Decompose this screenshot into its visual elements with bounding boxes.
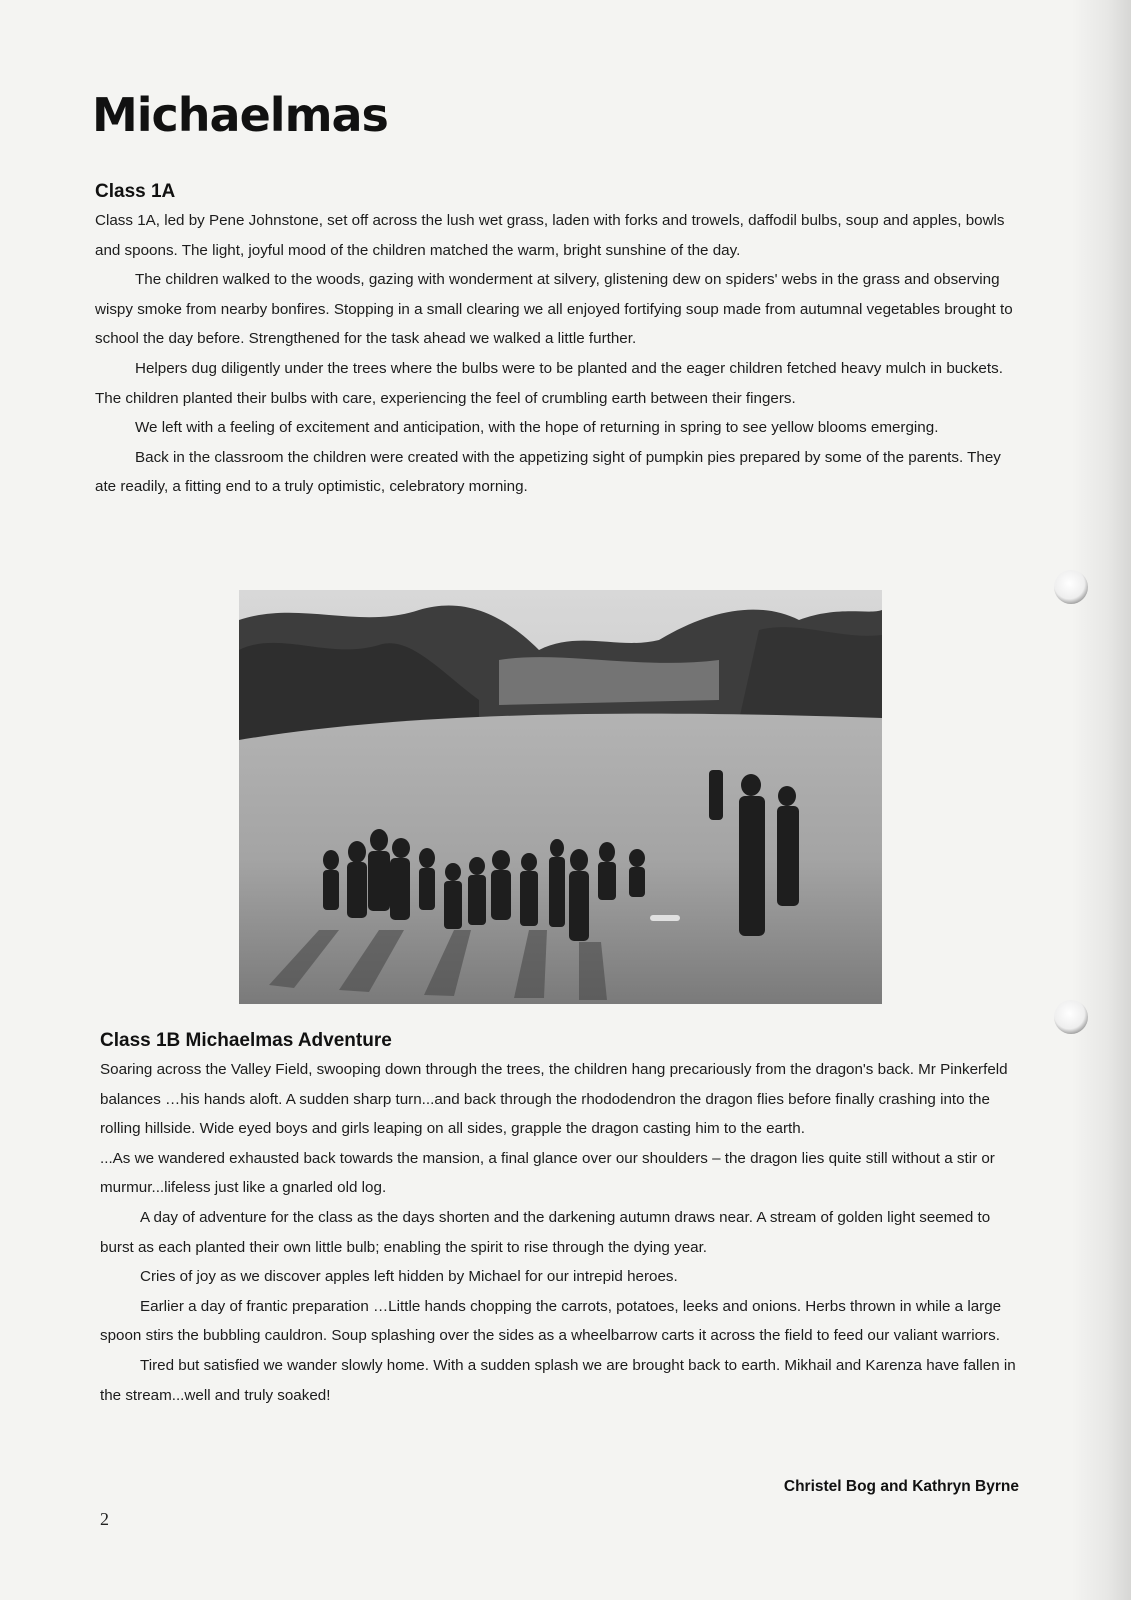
section-heading-class-1a: Class 1A bbox=[95, 181, 176, 202]
page-edge-shadow bbox=[1071, 0, 1131, 1600]
paragraph: ...As we wandered exhausted back towards the mansion, a final glance over our shoulders – the dragon lies quite still without a stir or murmur...lifeless just like a gnarled old log. bbox=[100, 1149, 995, 1197]
paragraph: Earlier a day of frantic preparation …Little hands chopping the carrots, potatoes, leeks and onions. Herbs thrown in while a large spoon stirs the bubbling cauldron. Soup splashing over the sides as a wheelbarrow carts it across the field to feed our valiant warriors. bbox=[100, 1297, 1002, 1345]
section-heading-class-1b: Class 1B Michaelmas Adventure bbox=[100, 1030, 392, 1051]
children-in-field-photo bbox=[239, 590, 882, 1004]
page-number: 2 bbox=[100, 1509, 109, 1529]
class-1a-body bbox=[95, 206, 1015, 502]
paragraph: Cries of joy as we discover apples left hidden by Michael for our intrepid heroes. bbox=[140, 1268, 678, 1286]
punch-hole-top bbox=[1054, 570, 1088, 604]
author-credit: Christel Bog and Kathryn Byrne bbox=[783, 1478, 1019, 1495]
paragraph: We left with a feeling of excitement and anticipation, with the hope of returning in spring to see yellow blooms emerging. bbox=[135, 419, 939, 437]
class-1b-body bbox=[100, 1055, 1023, 1410]
paragraph: A day of adventure for the class as the days shorten and the darkening autumn draws near. A stream of golden light seemed to burst as each planted their own little bulb; enabling the spirit to rise through the dying year. bbox=[100, 1208, 991, 1256]
paragraph: Tired but satisfied we wander slowly home. With a sudden splash we are brought back to earth. Mikhail and Karenza have fallen in the stream...well and truly soaked! bbox=[100, 1356, 1016, 1404]
punch-hole-bottom bbox=[1054, 1000, 1088, 1034]
paragraph: Helpers dug diligently under the trees where the bulbs were to be planted and the eager children fetched heavy mulch in buckets. The children planted their bulbs with care, experiencing the feel of crumbling earth between their fingers. bbox=[95, 359, 1003, 407]
paragraph: Back in the classroom the children were created with the appetizing sight of pumpkin pies prepared by some of the parents. They ate readily, a fitting end to a truly optimistic, celebratory morning. bbox=[95, 448, 1001, 496]
paragraph: The children walked to the woods, gazing with wonderment at silvery, glistening dew on spiders' webs in the grass and observing wispy smoke from nearby bonfires. Stopping in a small clearing we all enjoyed fortifying soup made from autumnal vegetables brought to school the day before. Strengthened for the task ahead we walked a little further. bbox=[95, 271, 1013, 348]
paragraph: Class 1A, led by Pene Johnstone, set off across the lush wet grass, laden with forks and trowels, daffodil bulbs, soup and apples, bowls and spoons. The light, joyful mood of the children matched the warm, bright sunshine of the day. bbox=[95, 212, 1005, 259]
paragraph: Soaring across the Valley Field, swooping down through the trees, the children hang precariously from the dragon's back. Mr Pinkerfeld balances …his hands aloft. A sudden sharp turn...and back through the rhododendron the dragon flies before finally crashing into the rolling hillside. Wide eyed boys and girls leaping on all sides, grapple the dragon casting him to the earth. bbox=[100, 1061, 1008, 1138]
page-title: Michaelmas bbox=[92, 88, 388, 142]
